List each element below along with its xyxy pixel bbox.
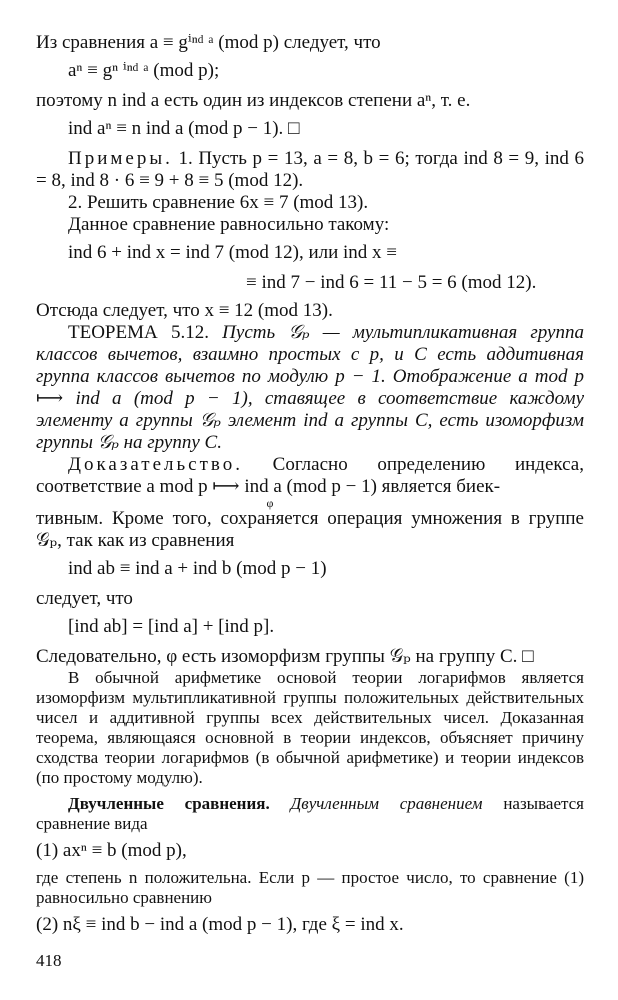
- phi-label: φ: [266, 496, 274, 510]
- text-line: поэтому n ind a есть один из индексов степени aⁿ, т. е.: [36, 90, 471, 111]
- proof-heading: Доказательство.: [68, 454, 243, 475]
- text-line: Отсюда следует, что x ≡ 12 (mod 13).: [36, 300, 333, 321]
- proof-text: Согласно определению индекса, соответствие a mod p ⟼ ind a (mod p − 1) является биек-: [36, 454, 584, 497]
- formula: (2) nξ ≡ ind b − ind a (mod p − 1), где ξ = ind x.: [36, 914, 404, 935]
- theorem-heading: ТЕОРЕМА 5.12.: [68, 322, 209, 343]
- text-line: где степень n положительна. Если p — простое число, то сравнение (1) равносильно сравнению: [36, 868, 584, 907]
- proof-paragraph-1: [36, 454, 584, 498]
- text-line: Данное сравнение равносильно такому:: [68, 214, 390, 235]
- formula: ≡ ind 7 − ind 6 = 11 − 5 = 6 (mod 12).: [246, 272, 537, 293]
- binomial-paragraph: [36, 794, 584, 834]
- formula: [ind ab] = [ind a] + [ind p].: [68, 616, 275, 637]
- page-number: 418: [36, 951, 62, 970]
- page-body: [36, 32, 584, 936]
- formula: ind aⁿ ≡ n ind a (mod p − 1). □: [68, 118, 300, 139]
- example-1: 1. Пусть p = 13, a = 8, b = 6; тогда ind 8 = 9, ind 6 = 8, ind 8 · 6 ≡ 9 + 8 ≡ 5 (mod 12).: [36, 148, 584, 191]
- formula: ind 6 + ind x = ind 7 (mod 12), или ind x ≡: [68, 242, 398, 263]
- text-line: Из сравнения a ≡ gⁱⁿᵈ ᵃ (mod p) следует, что: [36, 32, 381, 53]
- text-line: Следовательно, φ есть изоморфизм группы 𝒢ₚ на группу C. □: [36, 646, 534, 667]
- remark-paragraph: В обычной арифметике основой теории логарифмов является изоморфизм мультипликативной группы положительных действительных чисел и аддитивной группы всех действительных чисел. Доказанная теорема, являющаяся основной в теории индексов, объясняет причину сходства теории логарифмов (в обычной арифметике) и теории индексов (по простому модулю).: [36, 668, 584, 787]
- formula: ind ab ≡ ind a + ind b (mod p − 1): [68, 558, 327, 579]
- binomial-term: Двучленным сравнением: [269, 794, 483, 813]
- example-2: 2. Решить сравнение 6x ≡ 7 (mod 13).: [68, 192, 369, 213]
- examples-heading: Примеры.: [68, 148, 173, 169]
- formula: aⁿ ≡ gⁿ ⁱⁿᵈ ᵃ (mod p);: [68, 60, 220, 81]
- theorem-paragraph: [36, 322, 584, 454]
- text-line: следует, что: [36, 588, 133, 609]
- proof-paragraph-2: тивным. Кроме того, сохраняется операция умножения в группе 𝒢ₚ, так как из сравнения: [36, 508, 584, 551]
- binomial-text: называется сравнение вида: [36, 794, 584, 833]
- binomial-heading: Двучленные сравнения.: [68, 794, 270, 813]
- examples-paragraph: [36, 148, 584, 192]
- theorem-statement: Пусть 𝒢ₚ — мультипликативная группа классов вычетов, взаимно простых с p, и C есть аддитивная группа классов вычетов по модулю p − 1. Отображение a mod p ⟼ ind a (mod p − 1), ставящее в соответствие каждому элементу a группы 𝒢ₚ элемент ind a группы C, есть изоморфизм группы 𝒢ₚ на группу C.: [36, 322, 584, 453]
- formula: (1) axⁿ ≡ b (mod p),: [36, 840, 187, 861]
